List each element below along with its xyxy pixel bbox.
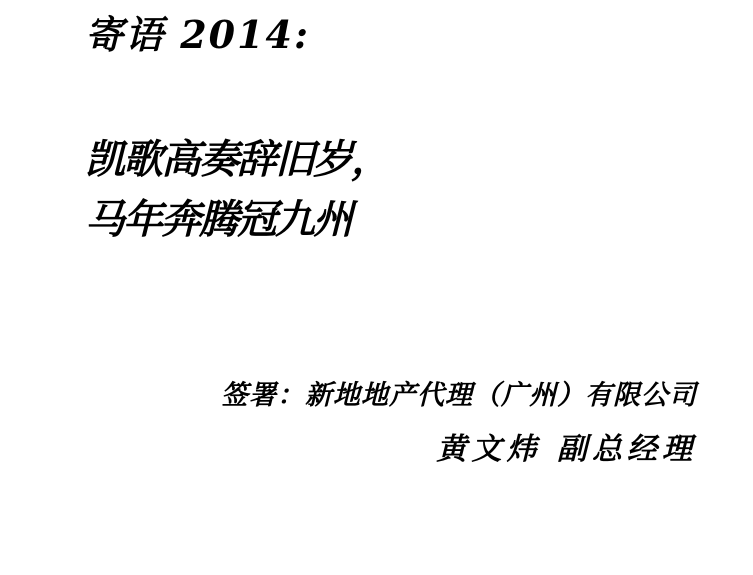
signature-company-line: 签署：新地地产代理（广州）有限公司 bbox=[221, 380, 697, 411]
slide-title: 寄语 2014: bbox=[85, 12, 311, 57]
couplet-line-2: 马年奔腾冠九州 bbox=[85, 196, 351, 243]
couplet-line-1: 凯歌高奏辞旧岁， bbox=[85, 136, 389, 183]
signature-signer-line: 黄文炜 副总经理 bbox=[436, 432, 697, 467]
